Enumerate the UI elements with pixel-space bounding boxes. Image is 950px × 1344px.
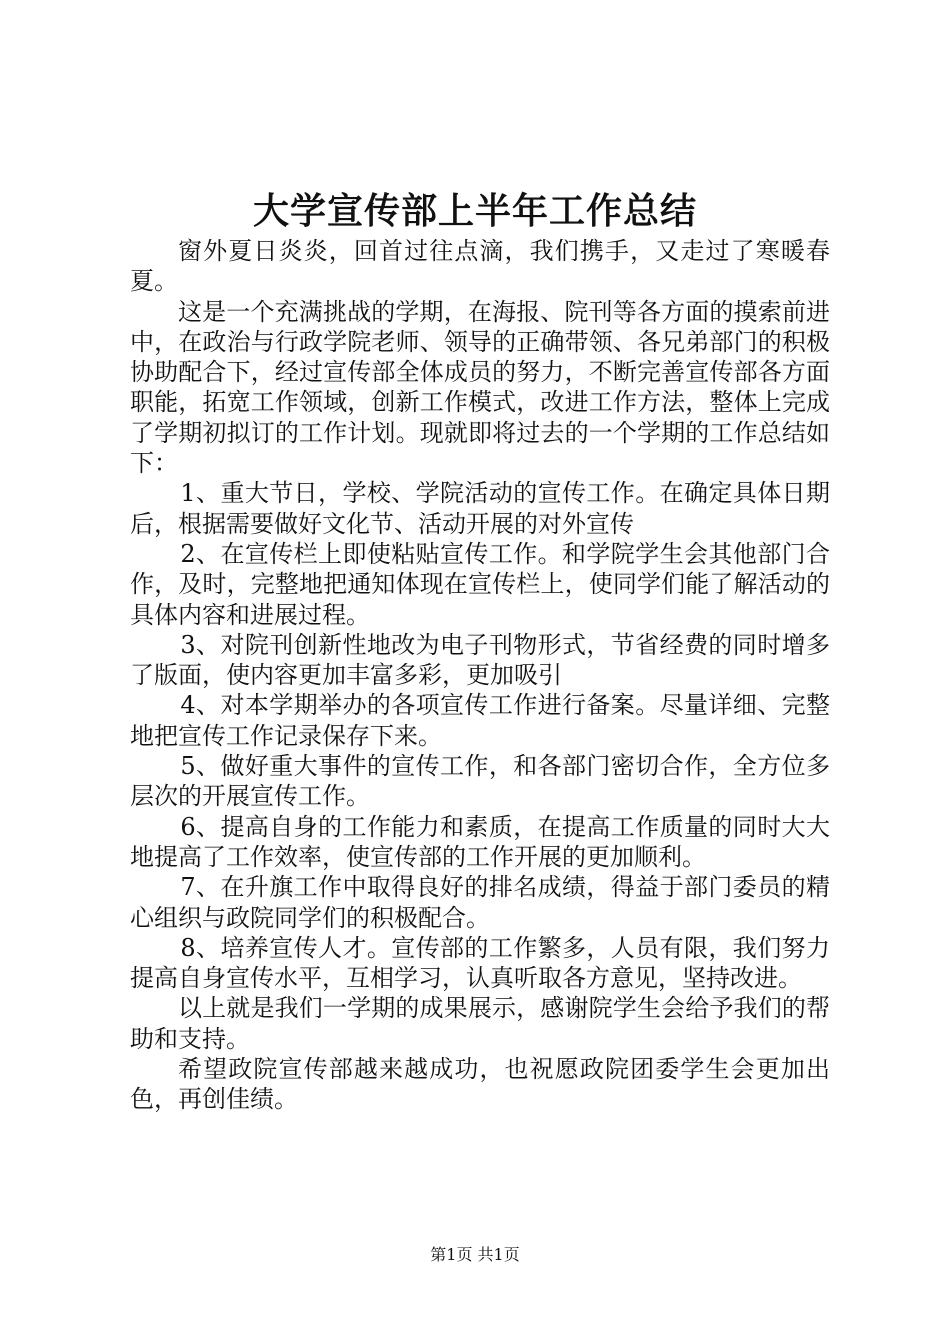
- paragraph-closing: 希望政院宣传部越来越成功，也祝愿政院团委学生会更加出色，再创佳绩。: [130, 1055, 830, 1114]
- paragraph-thanks: 以上就是我们一学期的成果展示，感谢院学生会给予我们的帮助和支持。: [130, 994, 830, 1053]
- document-body: [130, 236, 830, 1115]
- paragraph-intro: 窗外夏日炎炎，回首过往点滴，我们携手，又走过了寒暖春夏。: [130, 237, 830, 296]
- paragraph-item-5: 5、做好重大事件的宣传工作，和各部门密切合作，全方位多层次的开展宣传工作。: [130, 752, 830, 811]
- paragraph-item-3: 3、对院刊创新性地改为电子刊物形式，节省经费的同时增多了版面，使内容更加丰富多彩，更加吸引: [130, 630, 830, 690]
- document-title: 大学宣传部上半年工作总结: [252, 190, 697, 232]
- paragraph-overview: 这是一个充满挑战的学期，在海报、院刊等各方面的摸索前进中，在政治与行政学院老师、领导的正确带领、各兄弟部门的积极协助配合下，经过宣传部全体成员的努力，不断完善宣传部各方面职能，拓宽工作领域，创新工作模式，改进工作方法，整体上完成了学期初拟订的工作计划。现就即将过去的一个学期的工作总结如下：: [130, 297, 830, 478]
- paragraph-item-4: 4、对本学期举办的各项宣传工作进行备案。尽量详细、完整地把宣传工作记录保存下来。: [130, 691, 830, 750]
- paragraph-item-1: 1、重大节日，学校、学院活动的宣传工作。在确定具体日期后，根据需要做好文化节、活动开展的对外宣传: [130, 479, 830, 538]
- page-number-footer: 第1页 共1页: [430, 1245, 520, 1264]
- paragraph-item-7: 7、在升旗工作中取得良好的排名成绩，得益于部门委员的精心组织与政院同学们的积极配合。: [130, 873, 830, 932]
- paragraph-item-2: 2、在宣传栏上即使粘贴宣传工作。和学院学生会其他部门合作，及时，完整地把通知体现在宣传栏上，使同学们能了解活动的具体内容和进展过程。: [130, 539, 830, 629]
- paragraph-item-8: 8、培养宣传人才。宣传部的工作繁多，人员有限，我们努力提高自身宣传水平，互相学习，认真听取各方意见，坚持改进。: [130, 933, 830, 993]
- paragraph-item-6: 6、提高自身的工作能力和素质，在提高工作质量的同时大大地提高了工作效率，使宣传部的工作开展的更加顺利。: [130, 812, 830, 871]
